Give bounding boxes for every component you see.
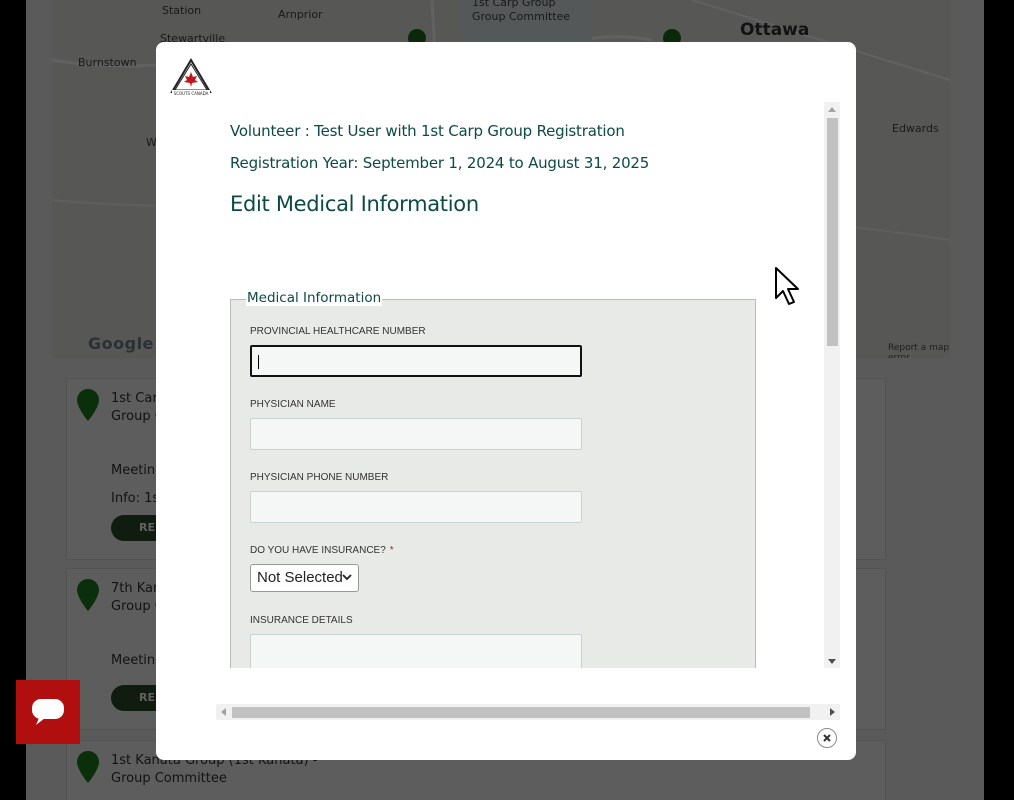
- insurance-question-text: DO YOU HAVE INSURANCE?: [250, 545, 386, 556]
- medical-information-fieldset: [230, 290, 756, 668]
- scroll-up-arrow-icon[interactable]: [828, 107, 836, 112]
- fieldset-legend: Medical Information: [247, 290, 382, 306]
- registration-year-line: Registration Year: September 1, 2024 to August 31, 2025: [230, 154, 650, 172]
- scrollbar-thumb[interactable]: [827, 118, 838, 346]
- chat-bubble-icon: [31, 698, 65, 726]
- page-title: Edit Medical Information: [230, 192, 479, 216]
- required-marker: *: [389, 545, 394, 556]
- chat-button[interactable]: [16, 680, 80, 744]
- insurance-details-textarea[interactable]: [250, 634, 582, 668]
- scroll-left-arrow-icon[interactable]: [221, 708, 226, 716]
- text-caret: [258, 355, 259, 369]
- vertical-scrollbar[interactable]: [824, 102, 840, 668]
- scroll-right-arrow-icon[interactable]: [830, 708, 835, 716]
- insurance-select[interactable]: [250, 564, 359, 592]
- physician-name-label: PHYSICIAN NAME: [250, 399, 336, 410]
- horizontal-scrollbar[interactable]: [216, 704, 840, 720]
- logo-text: SCOUTS CANADA: [173, 91, 209, 96]
- physician-name-input[interactable]: [250, 418, 582, 450]
- volunteer-line: Volunteer : Test User with 1st Carp Group Registration: [230, 122, 625, 140]
- scrollbar-thumb[interactable]: [232, 707, 810, 718]
- edit-medical-dialog: [156, 42, 856, 760]
- scouts-canada-logo: [170, 58, 212, 96]
- insurance-details-label: INSURANCE DETAILS: [250, 615, 353, 626]
- insurance-question-label: [250, 545, 394, 556]
- healthcare-number-input[interactable]: [250, 345, 582, 377]
- healthcare-number-label: PROVINCIAL HEALTHCARE NUMBER: [250, 326, 426, 337]
- close-button[interactable]: [817, 728, 837, 748]
- dialog-scroll-area[interactable]: [216, 104, 840, 668]
- close-icon: [822, 733, 832, 743]
- physician-phone-input[interactable]: [250, 491, 582, 523]
- mouse-cursor-icon: [774, 266, 802, 310]
- scroll-down-arrow-icon[interactable]: [828, 659, 836, 664]
- physician-phone-label: PHYSICIAN PHONE NUMBER: [250, 472, 389, 483]
- chevron-down-icon: [342, 574, 352, 581]
- insurance-select-value: Not Selected: [257, 569, 343, 586]
